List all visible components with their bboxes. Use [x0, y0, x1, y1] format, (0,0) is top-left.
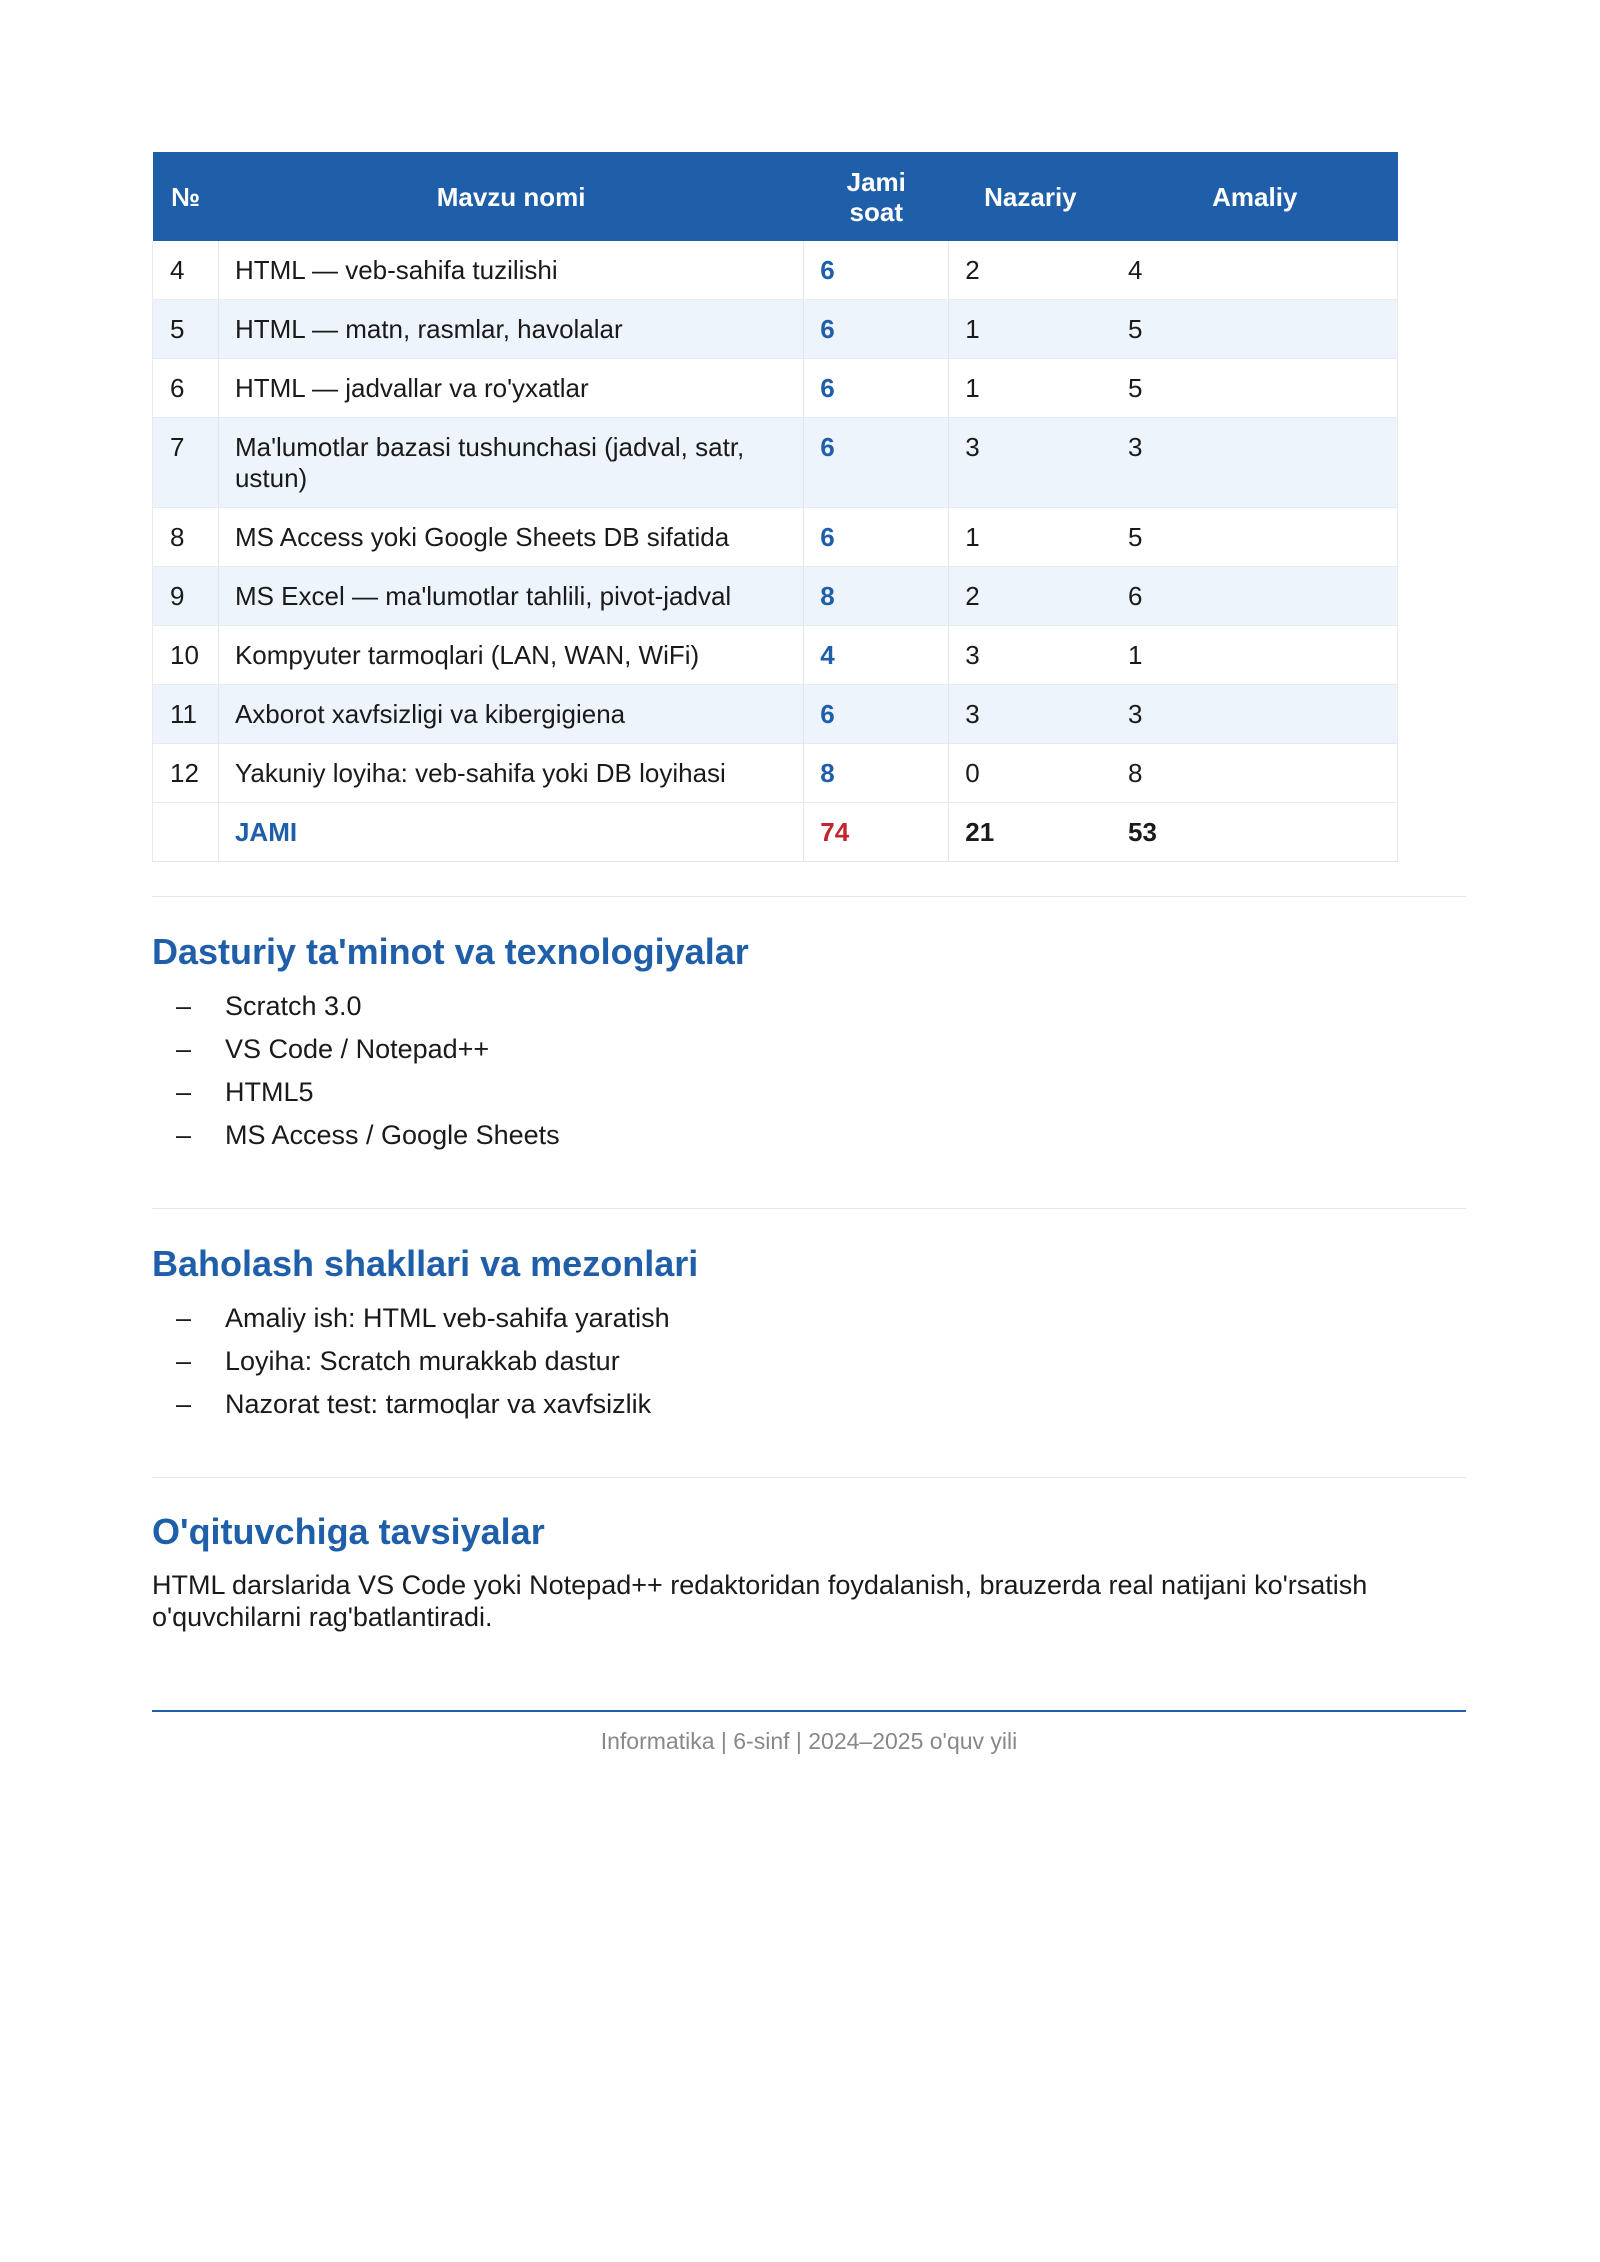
list-item-text: Scratch 3.0 [225, 991, 362, 1021]
row-practice: 5 [1112, 300, 1397, 359]
row-theory: 3 [949, 418, 1112, 508]
header-total-line1: Jami [846, 166, 906, 197]
table-row [153, 626, 1398, 685]
total-row-number [153, 803, 219, 862]
list-item [152, 1297, 670, 1340]
page-footer: Informatika | 6-sinf | 2024–2025 o'quv yili [600, 1728, 1018, 1754]
row-practice: 5 [1112, 508, 1397, 567]
table-row [153, 300, 1398, 359]
row-number: 6 [153, 359, 219, 418]
row-theory: 3 [949, 685, 1112, 744]
row-total: 8 [804, 744, 949, 803]
row-practice: 3 [1112, 685, 1397, 744]
list-item [152, 1340, 670, 1383]
row-total: 6 [804, 241, 949, 300]
recommendations-text: HTML darslarida VS Code yoki Notepad++ redaktoridan foydalanish, brauzerda real natijani ko'rsatish o'quvchilarni rag'batlantiradi. [152, 1570, 1368, 1632]
table-row [153, 685, 1398, 744]
total-row-label: JAMI [218, 803, 803, 862]
assessment-list [152, 1297, 670, 1426]
bullet-dash: – [176, 991, 192, 1021]
section-divider [152, 896, 1466, 897]
table-row [153, 744, 1398, 803]
list-item-text: Loyiha: Scratch murakkab dastur [225, 1346, 620, 1376]
table-row [153, 359, 1398, 418]
row-number: 9 [153, 567, 219, 626]
row-number: 7 [153, 418, 219, 508]
header-total-hours [804, 152, 949, 241]
header-topic: Mavzu nomi [218, 152, 803, 241]
row-topic: MS Access yoki Google Sheets DB sifatida [218, 508, 803, 567]
row-theory: 2 [949, 567, 1112, 626]
row-topic: Ma'lumotlar bazasi tushunchasi (jadval, satr, ustun) [218, 418, 803, 508]
table-row [153, 508, 1398, 567]
footer-divider [152, 1710, 1466, 1712]
row-topic: MS Excel — ma'lumotlar tahlili, pivot-jadval [218, 567, 803, 626]
total-row-hours: 74 [804, 803, 949, 862]
row-number: 5 [153, 300, 219, 359]
row-practice: 6 [1112, 567, 1397, 626]
row-total: 6 [804, 508, 949, 567]
bullet-dash: – [176, 1077, 192, 1107]
row-practice: 8 [1112, 744, 1397, 803]
table-row [153, 241, 1398, 300]
header-total-line2: soat [849, 196, 903, 227]
row-theory: 1 [949, 300, 1112, 359]
bullet-dash: – [176, 1034, 192, 1064]
row-total: 6 [804, 685, 949, 744]
list-item [152, 1114, 560, 1157]
row-total: 8 [804, 567, 949, 626]
row-number: 10 [153, 626, 219, 685]
row-theory: 3 [949, 626, 1112, 685]
header-practice: Amaliy [1112, 152, 1397, 241]
row-topic: Kompyuter tarmoqlari (LAN, WAN, WiFi) [218, 626, 803, 685]
row-total: 6 [804, 300, 949, 359]
row-practice: 5 [1112, 359, 1397, 418]
row-total: 6 [804, 359, 949, 418]
list-item [152, 1071, 560, 1114]
row-theory: 1 [949, 359, 1112, 418]
row-practice: 3 [1112, 418, 1397, 508]
row-topic: HTML — veb-sahifa tuzilishi [218, 241, 803, 300]
table-row [153, 567, 1398, 626]
row-theory: 1 [949, 508, 1112, 567]
total-row-theory: 21 [949, 803, 1112, 862]
list-item-text: HTML5 [225, 1077, 314, 1107]
bullet-dash: – [176, 1389, 192, 1419]
software-section-title: Dasturiy ta'minot va texnologiyalar [152, 931, 749, 972]
row-topic: Axborot xavfsizligi va kibergigiena [218, 685, 803, 744]
assessment-section-title: Baholash shakllari va mezonlari [152, 1243, 699, 1284]
row-total: 6 [804, 418, 949, 508]
row-topic: HTML — matn, rasmlar, havolalar [218, 300, 803, 359]
table-total-row [153, 803, 1398, 862]
section-divider [152, 1477, 1466, 1478]
lesson-hours-table [152, 152, 1398, 862]
recommendations-section-title: O'qituvchiga tavsiyalar [152, 1511, 545, 1552]
row-practice: 4 [1112, 241, 1397, 300]
bullet-dash: – [176, 1303, 192, 1333]
section-divider [152, 1208, 1466, 1209]
list-item-text: Amaliy ish: HTML veb-sahifa yaratish [225, 1303, 670, 1333]
list-item [152, 1028, 560, 1071]
header-number: № [153, 152, 219, 241]
table-header-row [153, 152, 1398, 241]
bullet-dash: – [176, 1120, 192, 1150]
list-item [152, 1383, 670, 1426]
row-theory: 2 [949, 241, 1112, 300]
row-topic: HTML — jadvallar va ro'yxatlar [218, 359, 803, 418]
header-theory: Nazariy [949, 152, 1112, 241]
list-item-text: VS Code / Notepad++ [225, 1034, 490, 1064]
list-item-text: Nazorat test: tarmoqlar va xavfsizlik [225, 1389, 652, 1419]
row-number: 8 [153, 508, 219, 567]
bullet-dash: – [176, 1346, 192, 1376]
row-total: 4 [804, 626, 949, 685]
row-number: 4 [153, 241, 219, 300]
list-item-text: MS Access / Google Sheets [225, 1120, 560, 1150]
row-topic: Yakuniy loyiha: veb-sahifa yoki DB loyihasi [218, 744, 803, 803]
row-theory: 0 [949, 744, 1112, 803]
software-list [152, 985, 560, 1157]
row-practice: 1 [1112, 626, 1397, 685]
row-number: 11 [153, 685, 219, 744]
total-row-practice: 53 [1112, 803, 1397, 862]
list-item [152, 985, 560, 1028]
table-row [153, 418, 1398, 508]
row-number: 12 [153, 744, 219, 803]
